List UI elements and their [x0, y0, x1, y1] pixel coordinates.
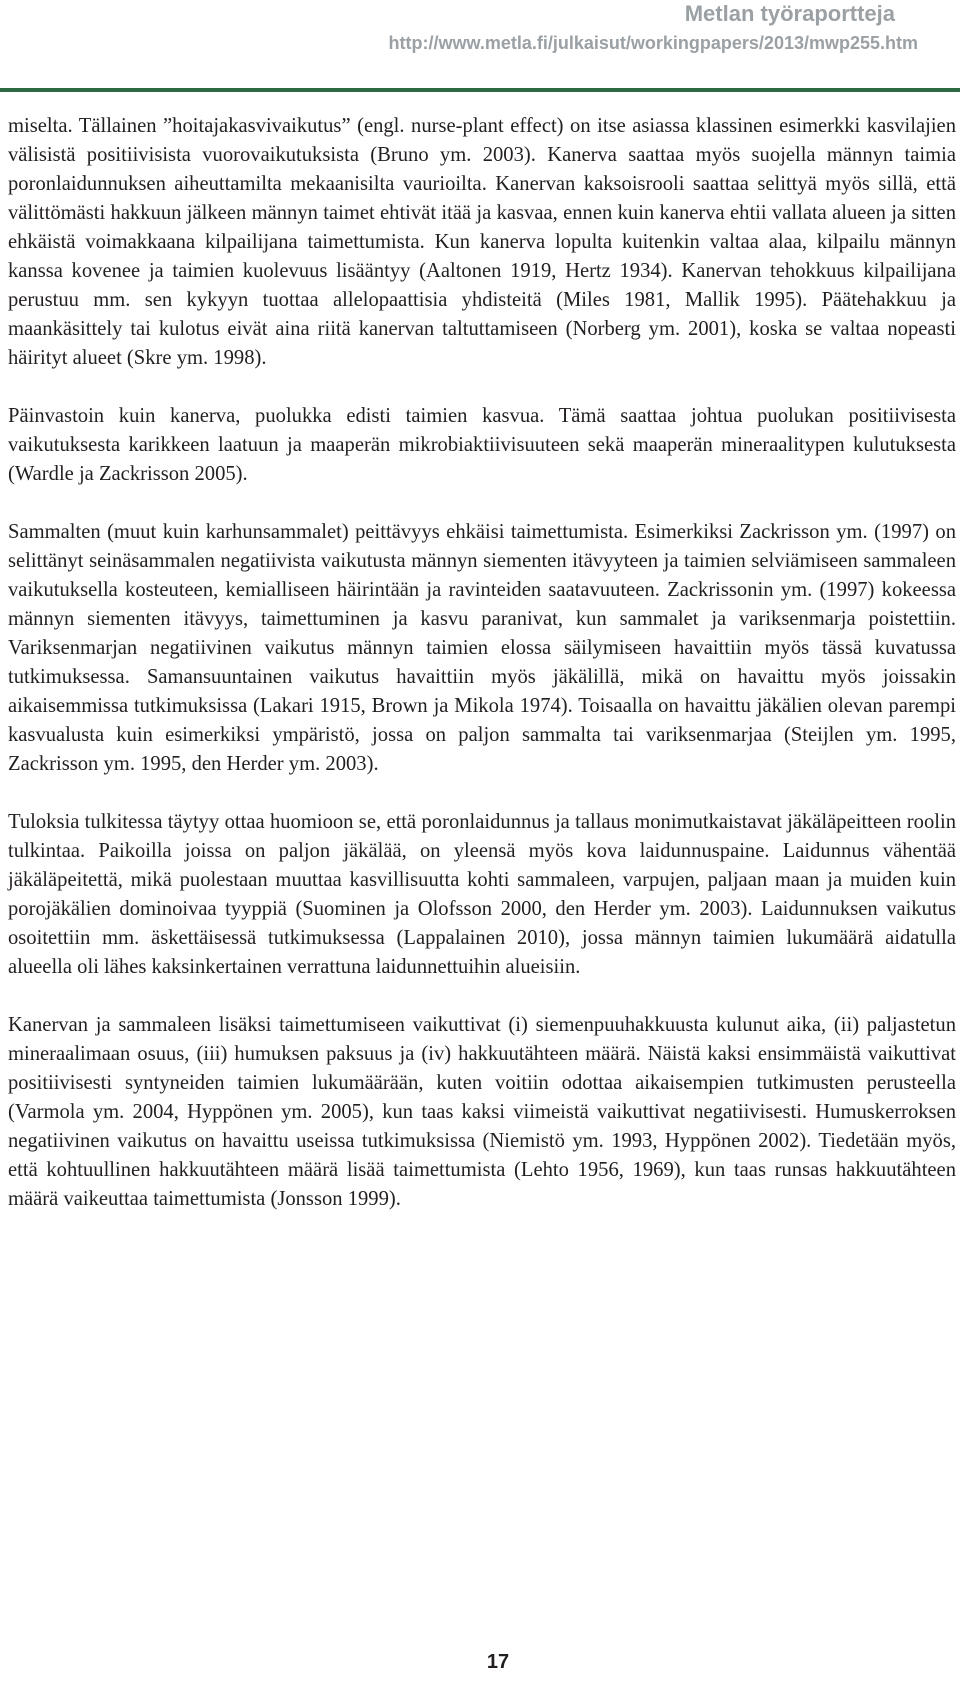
- body-text: [8, 112, 956, 1243]
- header-rule: [0, 88, 960, 92]
- page-number: 17: [486, 1651, 510, 1673]
- paragraph: Tuloksia tulkitessa täytyy ottaa huomioon se, että poronlaidunnus ja tallaus monimutkaistavat jäkäläpeitteen roolin tulkintaa. Paikoilla joissa on paljon jäkälää, on yleensä myös kova laidunnuspaine. Laidunnus vähentää jäkäläpeitettä, mikä puolestaan muuttaa kasvillisuutta kohti sammaleen, varpujen, paljaan maan ja muiden kuin porojäkälien dominoivaa tyyppiä (Suominen ja Olofsson 2000, den Herder ym. 2003). Laidunnuksen vaikutus osoitettiin mm. äskettäisessä tutkimuksessa (Lappalainen 2010), jossa männyn taimien lukumäärä aidatulla alueella oli lähes kaksinkertainen verrattuna laidunnettuihin alueisiin.: [8, 811, 956, 978]
- paragraph: Kanervan ja sammaleen lisäksi taimettumiseen vaikuttivat (i) siemenpuuhakkuusta kulunut aika, (ii) paljastetun mineraalimaan osuus, (iii) humuksen paksuus ja (iv) hakkuutähteen määrä. Näistä kaksi ensimmäistä vaikuttivat positiivisesti syntyneiden taimien lukumäärään, kuten voitiin odottaa aikaisempien tutkimusten perusteella (Varmola ym. 2004, Hyppönen ym. 2005), kun taas kaksi viimeistä vaikuttivat negatiivisesti. Humuskerroksen negatiivinen vaikutus on havaittu useissa tutkimuksissa (Niemistö ym. 1993, Hyppönen 2002). Tiedetään myös, että kohtuullinen hakkuutähteen määrä lisää taimettumista (Lehto 1956, 1969), kun taas runsas hakkuutähteen määrä vaikeuttaa taimettumista (Jonsson 1999).: [8, 1014, 956, 1210]
- paragraph: Päinvastoin kuin kanerva, puolukka edisti taimien kasvua. Tämä saattaa johtua puolukan positiivisesta vaikutuksesta karikkeen laatuun ja maaperän mikrobiaktiivisuuteen sekä maaperän mineraalitypen kulutuksesta (Wardle ja Zackrisson 2005).: [8, 405, 956, 485]
- series-title: Metlan työraportteja: [684, 1, 895, 26]
- paragraph: miselta. Tällainen ”hoitajakasvivaikutus” (engl. nurse-plant effect) on itse asiassa klassinen esimerkki kasvilajien välisistä positiivisista vuorovaikutuksista (Bruno ym. 2003). Kanerva saattaa myös suojella männyn taimia poronlaidunnuksen aiheuttamilta mekaanisilta vaurioilta. Kanervan kaksoisrooli saattaa selittyä myös sillä, että välittömästi hakkuun jälkeen männyn taimet ehtivät itää ja kasvaa, ennen kuin kanerva ehtii vallata alueen ja sitten ehkäistä voimakkaana kilpailijana taimettumista. Kun kanerva lopulta kuitenkin valtaa alaa, kilpailu männyn kanssa kovenee ja taimien kuolevuus lisääntyy (Aaltonen 1919, Hertz 1934). Kanervan tehokkuus kilpailijana perustuu mm. sen kykyyn tuottaa allelopaattisia yhdisteitä (Miles 1981, Mallik 1995). Päätehakkuu ja maankäsittely tai kulotus eivät aina riitä kanervan taltuttamiseen (Norberg ym. 2001), koska se valtaa nopeasti häirityt alueet (Skre ym. 1998).: [8, 115, 956, 369]
- publication-url[interactable]: http://www.metla.fi/julkaisut/workingpapers/2013/mwp255.htm: [388, 33, 918, 53]
- paragraph: Sammalten (muut kuin karhunsammalet) peittävyys ehkäisi taimettumista. Esimerkiksi Zackrisson ym. (1997) on selittänyt seinäsammalen negatiivista vaikutusta männyn siementen itävyyteen ja taimien selviämiseen sammaleen vaikutuksella kosteuteen, kemialliseen häirintään ja ravinteiden saatavuuteen. Zackrissonin ym. (1997) kokeessa männyn siementen itävyys, taimettuminen ja kasvu paranivat, kun sammalet ja variksenmarja poistettiin. Variksenmarjan negatiivinen vaikutus männyn taimien elossa säilymiseen havaittiin myös tässä kuvatussa tutkimuksessa. Samansuuntainen vaikutus havaittiin myös jäkälillä, mikä on havaittu myös joissakin aikaisemmissa tutkimuksissa (Lakari 1915, Brown ja Mikola 1974). Toisaalla on havaittu jäkälien olevan parempi kasvualusta kuin esimerkiksi ympäristö, jossa on paljon sammalta tai variksenmarjaa (Steijlen ym. 1995, Zackrisson ym. 1995, den Herder ym. 2003).: [8, 521, 956, 775]
